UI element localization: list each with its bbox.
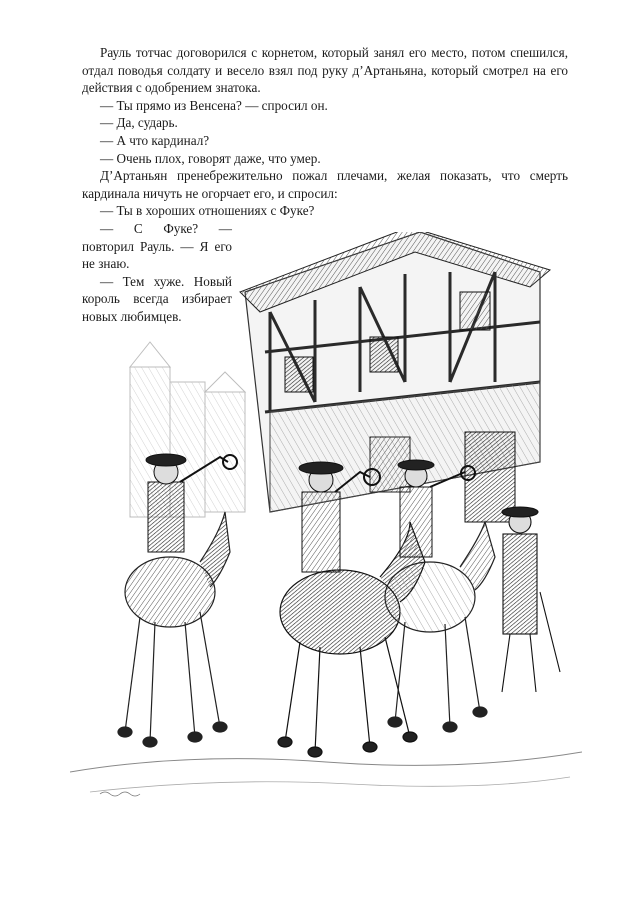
ground [70, 752, 582, 792]
artist-signature [100, 792, 140, 796]
paragraph: — А что кардинал? [100, 132, 210, 148]
paragraph: Рауль тотчас договорился с корнетом, который занял его место, потом спешился, отдал поводья солдату и весело взял под руку д’Артаньяна, который смотрел на его действия с одобрением знатока. [82, 45, 568, 96]
standing-man [502, 507, 560, 692]
paragraph: Д’Артаньян пренебрежительно пожал плечами, желая показать, что смерть кардинала ничуть не огорчает его, и спросил: [82, 168, 568, 201]
engraving-illustration [70, 232, 582, 812]
paragraph: — Тем хуже. Новый король всегда избирает новых любимцев. [82, 273, 232, 324]
cavalcade-scene [70, 232, 582, 812]
background-houses [130, 342, 245, 517]
text-block-full-width [82, 44, 568, 220]
timber-house [240, 232, 550, 522]
paragraph: — Ты в хороших отношениях с Фуке? [100, 203, 315, 219]
paragraph: — Очень плох, говорят даже, что умер. [100, 150, 321, 166]
paragraph: — С Фуке? — повторил Рауль. — Я его не знаю. [82, 221, 232, 272]
paragraph: — Да, сударь. [100, 115, 178, 131]
paragraph: — Ты прямо из Венсена? — спросил он. [100, 97, 328, 113]
